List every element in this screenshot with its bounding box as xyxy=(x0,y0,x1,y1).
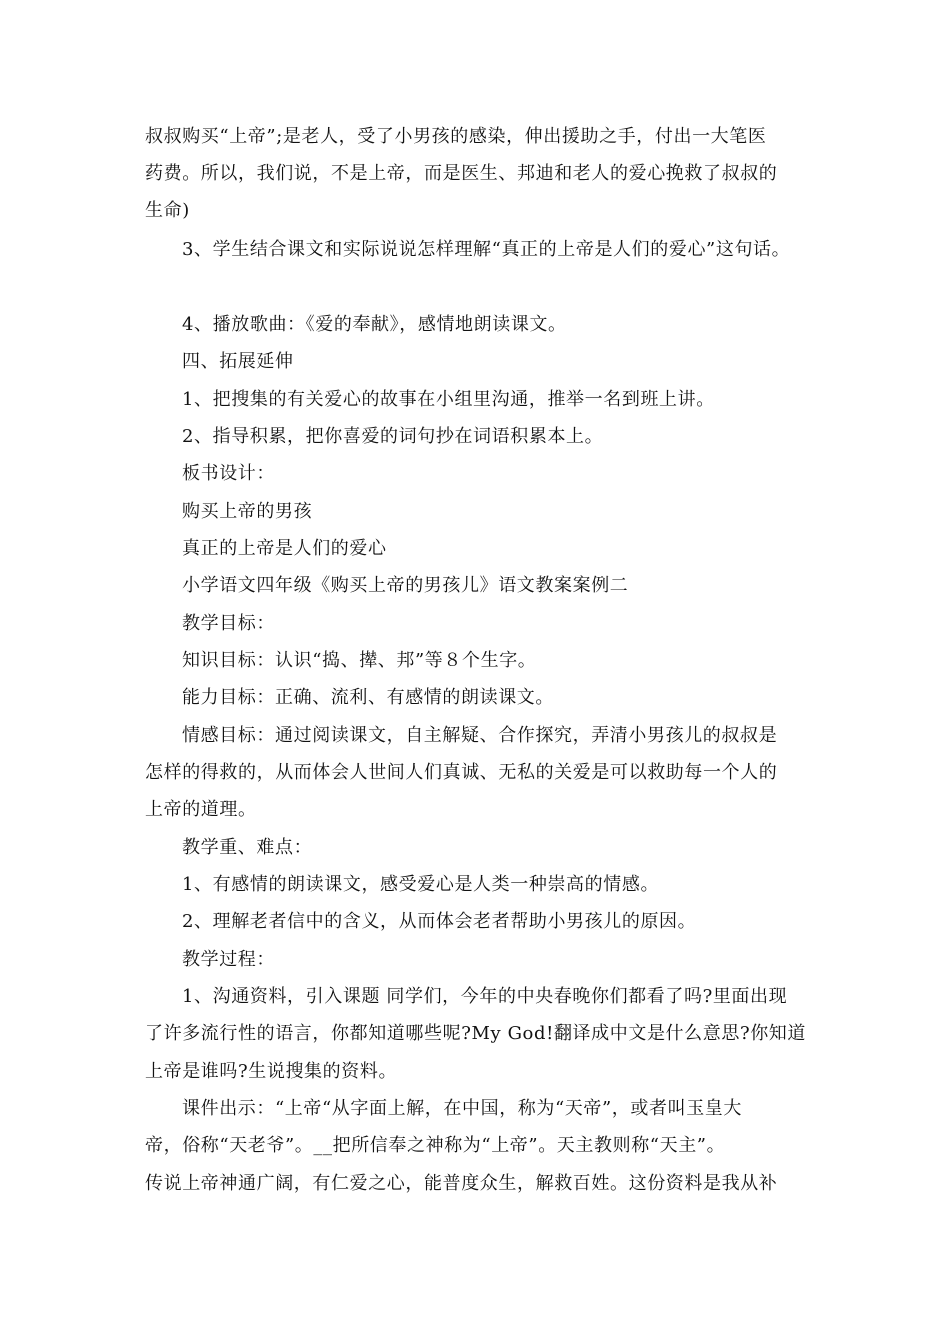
section-heading: 四、拓展延伸 xyxy=(182,351,294,372)
text-line: 1、沟通资料，引入课题 同学们，今年的中央春晚你们都看了吗?里面出现 xyxy=(182,986,788,1007)
text-line: 能力目标：正确、流利、有感情的朗读课文。 xyxy=(182,687,554,708)
text-line: 叔叔购买“上帝”;是老人，受了小男孩的感染，伸出援助之手，付出一大笔医 xyxy=(145,126,767,147)
text-line: 课件出示：“上帝“从字面上解，在中国，称为“天帝”，或者叫玉皇大 xyxy=(182,1098,743,1119)
text-line: 药费。所以，我们说，不是上帝，而是医生、邦迪和老人的爱心挽救了叔叔的 xyxy=(145,163,778,184)
text-line: 帝，俗称“天老爷”。__把所信奉之神称为“上帝”。天主教则称“天主”。 xyxy=(145,1135,726,1156)
text-line: 2、理解老者信中的含义，从而体会老者帮助小男孩儿的原因。 xyxy=(182,911,697,932)
text-line: 上帝的道理。 xyxy=(145,799,257,820)
text-line: 3、学生结合课文和实际说说怎样理解“真正的上帝是人们的爱心”这句话。 xyxy=(182,239,791,260)
text-line: 了许多流行性的语言，你都知道哪些呢?My God!翻译成中文是什么意思?你知道 xyxy=(145,1023,806,1044)
text-line: 教学过程： xyxy=(182,949,275,970)
text-line: 4、播放歌曲：《爱的奉献》，感情地朗读课文。 xyxy=(182,314,567,335)
text-line: 2、指导积累，把你喜爱的词句抄在词语积累本上。 xyxy=(182,426,604,447)
text-line: 知识目标：认识“捣、撵、邦”等８个生字。 xyxy=(182,650,537,671)
text-line: 1、把搜集的有关爱心的故事在小组里沟通，推举一名到班上讲。 xyxy=(182,389,715,410)
text-line: 生命) xyxy=(145,200,190,221)
text-line: 情感目标：通过阅读课文，自主解疑、合作探究，弄清小男孩儿的叔叔是 xyxy=(182,725,778,746)
text-line: 购买上帝的男孩 xyxy=(182,501,313,522)
text-line: 教学重、难点： xyxy=(182,837,313,858)
text-line: 传说上帝神通广阔，有仁爱之心，能普度众生，解救百姓。这份资料是我从补 xyxy=(145,1173,778,1194)
text-line: 真正的上帝是人们的爱心 xyxy=(182,538,387,559)
text-line: 教学目标： xyxy=(182,613,275,634)
section-heading: 小学语文四年级《购买上帝的男孩儿》语文教案案例二 xyxy=(182,575,629,596)
text-line: 板书设计： xyxy=(182,463,275,484)
text-line: 1、有感情的朗读课文，感受爱心是人类一种崇高的情感。 xyxy=(182,874,660,895)
text-line: 上帝是谁吗?生说搜集的资料。 xyxy=(145,1061,398,1082)
text-line: 怎样的得救的，从而体会人世间人们真诚、无私的关爱是可以救助每一个人的 xyxy=(145,762,778,783)
